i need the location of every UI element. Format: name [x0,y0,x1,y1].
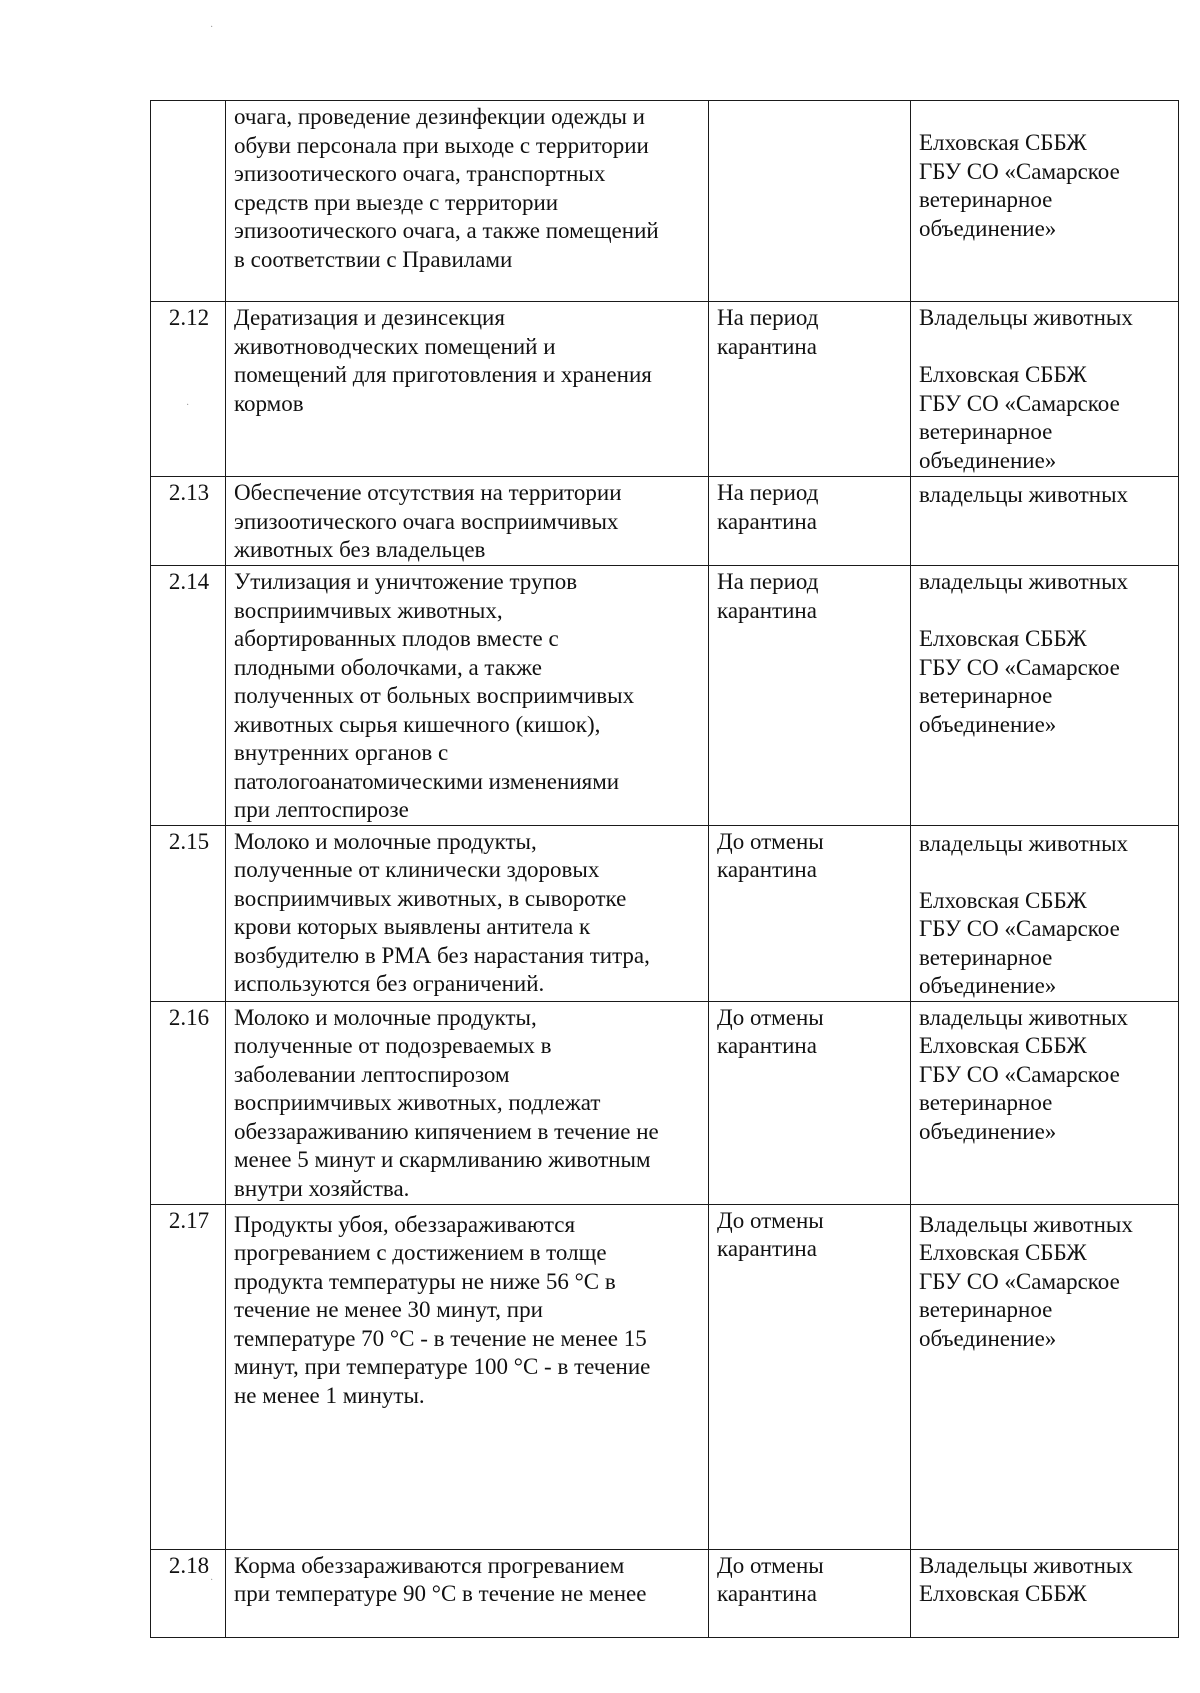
text-line: владельцы животных [919,1004,1129,1030]
text-line: средств при выезде с территории [234,189,559,215]
measure-description-cell [226,566,709,826]
text-line: животноводческих помещений и [234,333,556,359]
text-line: при лептоспирозе [234,797,409,822]
measure-description-cell [226,1204,709,1549]
text-line: На период [717,480,819,505]
text-line: используются без ограничений. [234,971,545,996]
text-line: объединение» [919,215,1057,241]
table-row [151,302,1179,477]
text-line: объединение» [919,973,1057,998]
text-line: объединение» [919,1325,1057,1351]
text-line: Елховская СББЖ [919,130,1087,155]
text-line: восприимчивых животных, подлежат [234,1090,601,1115]
table-row [151,101,1179,302]
text-line: карантина [717,333,817,359]
text-line: Владельцы животных [919,1552,1133,1578]
text-line: Дератизация и дезинсекция [234,305,505,330]
text-line: ветеринарное [919,683,1053,708]
item-number-cell: 2.18 [151,1549,226,1637]
text-line: полученные от клинически здоровых [234,857,600,882]
deadline-cell [709,1204,911,1549]
text-line: Продукты убоя, обеззараживаются [234,1211,576,1237]
text-line: абортированных плодов вместе с [234,626,559,651]
table-row [151,1204,1179,1549]
text-line: течение не менее 30 минут, при [234,1297,543,1322]
item-number-cell: 2.17 [151,1204,226,1549]
deadline-cell [709,477,911,566]
text-line: ГБУ СО «Самарское [919,158,1120,184]
responsible-cell [911,477,1179,566]
blank-line [919,858,1172,887]
responsible-cell [911,101,1179,302]
deadline-cell [709,566,911,826]
text-line: владельцы животных [919,569,1129,594]
text-line: объединение» [919,1118,1057,1144]
text-line: карантина [717,1033,817,1058]
responsible-cell [911,1001,1179,1204]
table-row [151,1549,1179,1637]
responsible-cell [911,302,1179,477]
table-row [151,1001,1179,1204]
text-line: ветеринарное [919,944,1053,970]
text-line: владельцы животных [919,482,1129,507]
text-line: объединение» [919,447,1057,473]
scan-speck: · [186,400,190,411]
text-line: ветеринарное [919,1090,1053,1115]
text-line: До отмены [717,1207,824,1233]
text-line: плодными оболочками, а также [234,654,542,680]
text-line: До отмены [717,828,824,854]
text-line: продукта температуры не ниже 56 °С в [234,1268,616,1294]
text-line: До отмены [717,1552,824,1578]
text-line: заболевании лептоспирозом [234,1061,510,1087]
item-number-cell [151,101,226,302]
text-line: возбудителю в РМА без нарастания титра, [234,942,650,968]
text-line: Елховская СББЖ [919,1581,1087,1606]
text-line: ГБУ СО «Самарское [919,1061,1120,1087]
text-line: Елховская СББЖ [919,362,1087,387]
text-line: не менее 1 минуты. [234,1382,425,1408]
text-line: карантина [717,508,817,534]
text-line: владельцы животных [919,830,1129,856]
measures-table [150,100,1179,1638]
text-line: ветеринарное [919,419,1053,444]
text-line: обуви персонала при выходе с территории [234,132,649,158]
text-line: объединение» [919,711,1057,737]
text-line: патологоанатомическими изменениями [234,768,620,794]
measure-description-cell [226,825,709,1001]
table-row [151,566,1179,826]
text-line: менее 5 минут и скармливанию животным [234,1147,651,1172]
text-line: восприимчивых животных, [234,597,503,623]
text-line: Владельцы животных [919,1211,1133,1237]
item-number-cell: 2.15 [151,825,226,1001]
text-line: Владельцы животных [919,305,1133,330]
text-line: Елховская СББЖ [919,1033,1087,1058]
text-line: очага, проведение дезинфекции одежды и [234,104,645,129]
text-line: ГБУ СО «Самарское [919,654,1120,680]
text-line: полученных от больных восприимчивых [234,683,635,708]
blank-line [919,333,1172,362]
deadline-cell [709,302,911,477]
text-line: Утилизация и уничтожение трупов [234,569,578,594]
blank-line [919,597,1172,626]
text-line: крови которых выявлены антитела к [234,914,591,939]
item-number-cell: 2.12 [151,302,226,477]
text-line: восприимчивых животных, в сыворотке [234,885,627,911]
responsible-cell [911,825,1179,1001]
item-number-cell: 2.16 [151,1001,226,1204]
responsible-cell [911,566,1179,826]
text-line: полученные от подозреваемых в [234,1033,552,1058]
text-line: кормов [234,390,304,416]
text-line: внутренних органов с [234,740,449,765]
scan-speck: · [210,1575,214,1586]
text-line: прогреванием с достижением в толще [234,1240,607,1265]
text-line: эпизоотического очага восприимчивых [234,508,619,534]
text-line: помещений для приготовления и хранения [234,362,652,387]
text-line: карантина [717,1236,817,1261]
text-line: карантина [717,597,817,623]
text-line: эпизоотического очага, а также помещений [234,218,659,243]
measure-description-cell [226,1001,709,1204]
text-line: Елховская СББЖ [919,626,1087,651]
measure-description-cell [226,1549,709,1637]
table-row [151,825,1179,1001]
text-line: минут, при температуре 100 °С - в течение [234,1354,651,1379]
text-line: ветеринарное [919,1297,1053,1322]
text-line: На период [717,305,819,330]
text-line: Елховская СББЖ [919,887,1087,913]
text-line: при температуре 90 °С в течение не менее [234,1581,647,1606]
text-line: Обеспечение отсутствия на территории [234,480,622,505]
text-line: внутри хозяйства. [234,1175,410,1201]
scan-speck: · [210,22,214,33]
responsible-cell [911,1204,1179,1549]
text-line: животных сырья кишечного (кишок), [234,711,601,737]
text-line: Корма обеззараживаются прогреванием [234,1552,625,1578]
text-line: обеззараживанию кипячением в течение не [234,1118,659,1144]
text-line: Елховская СББЖ [919,1240,1087,1265]
text-line: в соответствии с Правилами [234,246,513,272]
text-line: карантина [717,1581,817,1606]
text-line: Молоко и молочные продукты, [234,1004,537,1030]
text-line: ГБУ СО «Самарское [919,1268,1120,1294]
responsible-cell [911,1549,1179,1637]
deadline-cell [709,101,911,302]
item-number-cell: 2.14 [151,566,226,826]
measures-table-body [151,101,1179,1638]
text-line: На период [717,569,819,594]
measure-description-cell [226,101,709,302]
text-line: ветеринарное [919,187,1053,212]
measure-description-cell [226,477,709,566]
text-line: ГБУ СО «Самарское [919,916,1120,941]
text-line: температуре 70 °С - в течение не менее 15 [234,1325,647,1351]
deadline-cell [709,825,911,1001]
text-line: Молоко и молочные продукты, [234,828,537,854]
deadline-cell [709,1001,911,1204]
text-line: эпизоотического очага, транспортных [234,161,606,186]
text-line: ГБУ СО «Самарское [919,390,1120,416]
text-line: животных без владельцев [234,537,486,562]
text-line: До отмены [717,1004,824,1030]
measure-description-cell [226,302,709,477]
text-line: карантина [717,857,817,882]
item-number-cell: 2.13 [151,477,226,566]
deadline-cell [709,1549,911,1637]
table-row [151,477,1179,566]
